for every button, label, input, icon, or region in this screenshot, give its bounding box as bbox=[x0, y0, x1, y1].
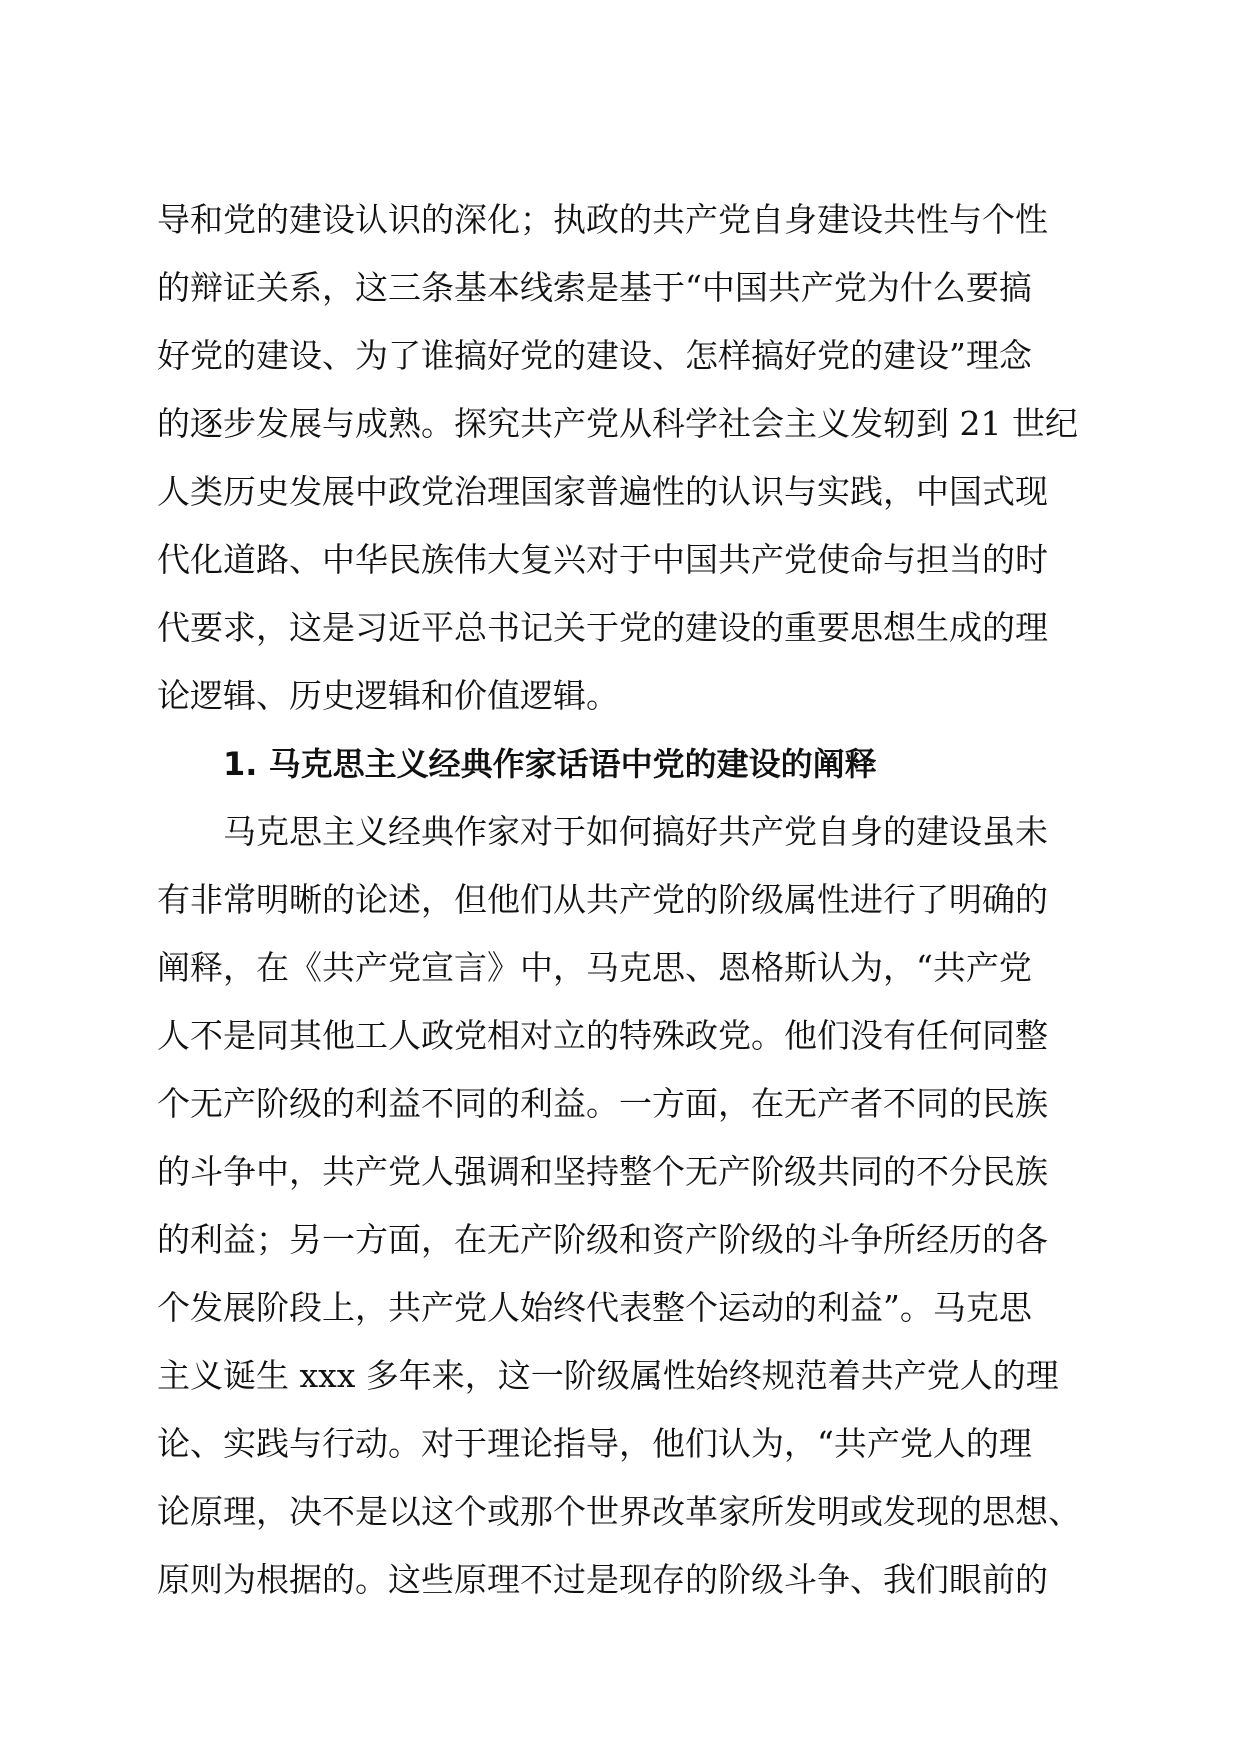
text-line: 论、实践与行动。对于理论指导，他们认为，“共产党人的理 bbox=[157, 1424, 1032, 1463]
section-heading: 1. 马克思主义经典作家话语中党的建设的阐释 bbox=[223, 745, 877, 783]
text-line: 个发展阶段上，共产党人始终代表整个运动的利益”。马克思 bbox=[157, 1288, 1032, 1327]
text-line: 的斗争中，共产党人强调和坚持整个无产阶级共同的不分民族 bbox=[157, 1152, 1048, 1191]
text-line: 人不是同其他工人政党相对立的特殊政党。他们没有任何同整 bbox=[157, 1016, 1048, 1055]
text-line: 原则为根据的。这些原理不过是现存的阶级斗争、我们眼前的 bbox=[157, 1560, 1048, 1599]
text-line: 主义诞生 xxx 多年来，这一阶级属性始终规范着共产党人的理 bbox=[157, 1356, 1059, 1395]
text-line: 的辩证关系，这三条基本线索是基于“中国共产党为什么要搞 bbox=[157, 268, 1032, 307]
text-line: 论逻辑、历史逻辑和价值逻辑。 bbox=[157, 676, 619, 715]
text-line: 好党的建设、为了谁搞好党的建设、怎样搞好党的建设”理念 bbox=[157, 336, 1032, 375]
text-line: 马克思主义经典作家对于如何搞好共产党自身的建设虽未 bbox=[223, 812, 1048, 851]
body-text bbox=[157, 186, 1081, 1614]
text-line: 有非常明晰的论述，但他们从共产党的阶级属性进行了明确的 bbox=[157, 880, 1048, 919]
text-line: 阐释，在《共产党宣言》中，马克思、恩格斯认为，“共产党 bbox=[157, 948, 1032, 987]
text-line: 人类历史发展中政党治理国家普遍性的认识与实践，中国式现 bbox=[157, 472, 1048, 511]
text-line: 代要求，这是习近平总书记关于党的建设的重要思想生成的理 bbox=[157, 608, 1048, 647]
text-line: 导和党的建设认识的深化；执政的共产党自身建设共性与个性 bbox=[157, 200, 1048, 239]
text-line: 代化道路、中华民族伟大复兴对于中国共产党使命与担当的时 bbox=[157, 540, 1048, 579]
paragraph-2 bbox=[157, 798, 1081, 1614]
paragraph-1 bbox=[157, 186, 1077, 730]
text-line: 论原理，决不是以这个或那个世界改革家所发明或发现的思想、 bbox=[157, 1492, 1081, 1531]
text-line: 的逐步发展与成熟。探究共产党从科学社会主义发轫到 21 世纪 bbox=[157, 404, 1078, 443]
text-line: 的利益；另一方面，在无产阶级和资产阶级的斗争所经历的各 bbox=[157, 1220, 1048, 1259]
text-line: 个无产阶级的利益不同的利益。一方面，在无产者不同的民族 bbox=[157, 1084, 1048, 1123]
